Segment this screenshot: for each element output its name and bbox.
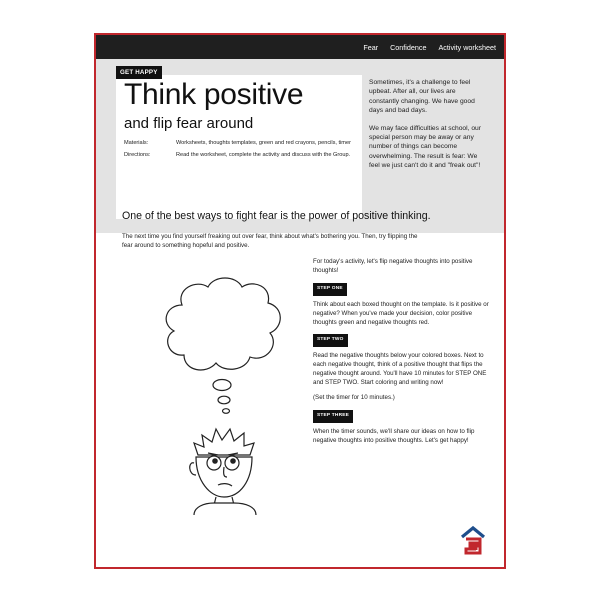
step-one-badge: STEP ONE [313,283,347,296]
meta-label: Materials: [124,140,149,146]
intro-paragraph: The next time you find yourself freaking out over fear, think about what's bothering you. Then, try flipping the fear around to something hopeful and positive. [122,233,418,249]
lead-heading: One of the best ways to fight fear is the power of positive thinking. [122,210,431,222]
step-two-text: Read the negative thoughts below your colored boxes. Next to each negative thought, think of a positive thought that flips the negative thought around. You'll have 10 minutes for STEP ONE and STEP TWO. Start coloring and writing now! [313,352,487,387]
get-happy-badge: GET HAPPY [116,66,162,79]
step-two-badge: STEP TWO [313,334,348,347]
thought-bubble-icon [166,278,280,413]
meta-label: Directions: [124,151,151,158]
worksheet-page [94,33,506,569]
nav-item-activity-worksheet[interactable]: Activity worksheet [438,42,496,52]
page-subtitle: and flip fear around [124,115,254,132]
nav-item-fear[interactable]: Fear [363,42,379,52]
step-three-badge: STEP THREE [313,410,353,423]
page-title: Think positive [124,78,304,111]
top-navigation-bar [96,35,504,59]
worried-boy-icon [190,429,256,515]
meta-row-directions [124,152,356,160]
meta-row-materials [124,140,356,148]
sidebar-text [369,78,487,179]
meta-value: Worksheets, thoughts templates, green and red crayons, pencils, timer [176,140,351,146]
sidebar-paragraph: We may face difficulties at school, our special person may be away or any number of things can become overwhelming. The result is fear: We feel we just can't do it and "freak out"! [369,124,482,170]
nav-menu [363,35,496,59]
activity-instructions [313,258,491,452]
activity-meta [124,140,356,163]
sidebar-paragraph: Sometimes, it's a challenge to feel upbeat. After all, our lives are constantly changing. We have good days and bad days. [369,79,475,115]
house-logo-icon [460,525,486,555]
meta-value: Read the worksheet, complete the activity and discuss with the Group. [176,151,351,158]
thought-bubble-boy-illustration [154,275,294,515]
timer-note: (Set the timer for 10 minutes.) [313,393,395,401]
step-three-text: When the timer sounds, we'll share our ideas on how to flip negative thoughts into positive thoughts. Let's get happy! [313,427,475,444]
nav-item-confidence[interactable]: Confidence [390,42,427,52]
activity-intro: For today's activity, let's flip negative thoughts into positive thoughts! [313,258,473,274]
step-one-text: Think about each boxed thought on the template. Is it positive or negative? When you've made your decision, color positive thoughts green and negative thoughts red. [313,300,489,326]
